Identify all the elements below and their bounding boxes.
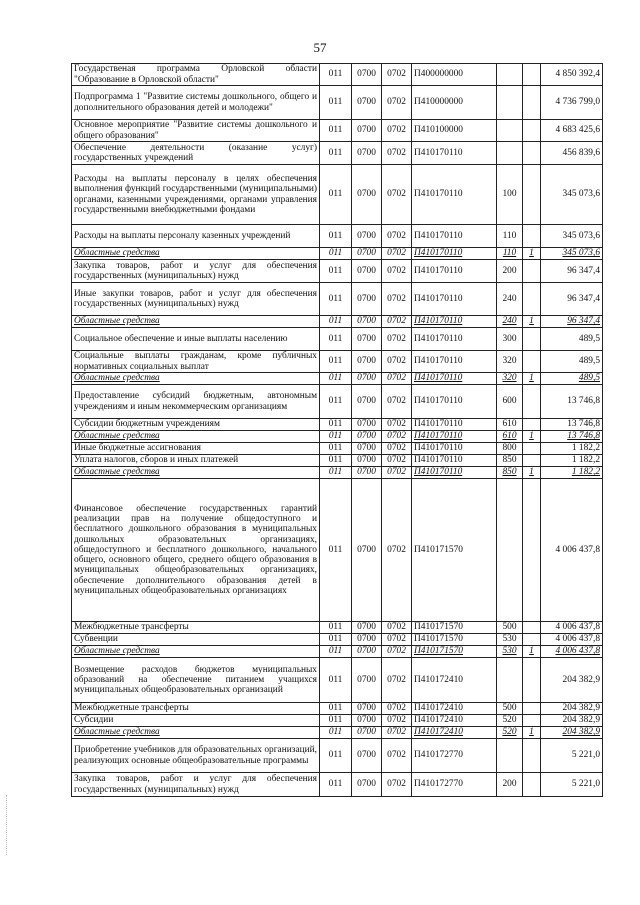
row-name: Межбюджетные трансферты [72,703,320,715]
funding-source-code [523,443,541,455]
amount: 4 736 799,0 [541,86,603,120]
funding-source-code [523,479,541,622]
row-name: Обеспечение деятельности (оказание услуг) государственных учреждений [72,142,320,165]
target-code: П410172410 [412,727,497,739]
admin-code: 011 [320,165,352,225]
table-row [72,715,603,727]
section-code: 0700 [352,419,382,431]
subsection-code: 0702 [382,165,412,225]
admin-code: 011 [320,385,352,419]
expense-type-code: 610 [497,431,523,443]
target-code: П410171570 [412,622,497,634]
regional-funds-row [72,467,603,479]
section-code: 0700 [352,225,382,248]
subsection-code: 0702 [382,328,412,351]
table-row [72,225,603,248]
row-name: Областные средства [72,431,320,443]
admin-code: 011 [320,479,352,622]
section-code: 0700 [352,467,382,479]
section-code: 0700 [352,283,382,316]
subsection-code: 0702 [382,64,412,86]
target-code: П410172770 [412,739,497,773]
target-code: П410171570 [412,634,497,646]
target-code: П410170110 [412,165,497,225]
section-code: 0700 [352,248,382,260]
row-name: Областные средства [72,467,320,479]
expense-type-code [497,142,523,165]
funding-source-code [523,328,541,351]
subsection-code: 0702 [382,316,412,328]
admin-code: 011 [320,646,352,658]
section-code: 0700 [352,328,382,351]
subsection-code: 0702 [382,634,412,646]
admin-code: 011 [320,455,352,467]
target-code: П410170110 [412,419,497,431]
admin-code: 011 [320,316,352,328]
table-row [72,385,603,419]
table-row [72,703,603,715]
funding-source-code: 1 [523,646,541,658]
target-code: П410172410 [412,703,497,715]
regional-funds-row [72,646,603,658]
target-code: П410170110 [412,467,497,479]
amount: 4 006 437,8 [541,479,603,622]
funding-source-code [523,64,541,86]
funding-source-code [523,455,541,467]
subsection-code: 0702 [382,739,412,773]
row-name: Иные закупки товаров, работ и услуг для обеспечения государственных (муниципальных) нужд [72,283,320,316]
target-code: П410170110 [412,260,497,283]
subsection-code: 0702 [382,727,412,739]
amount: 204 382,9 [541,715,603,727]
target-code: П410170110 [412,142,497,165]
funding-source-code [523,385,541,419]
amount: 4 850 392,4 [541,64,603,86]
expense-type-code: 530 [497,634,523,646]
subsection-code: 0702 [382,773,412,797]
funding-source-code [523,703,541,715]
admin-code: 011 [320,703,352,715]
expense-type-code: 600 [497,385,523,419]
section-code: 0700 [352,646,382,658]
admin-code: 011 [320,658,352,703]
expense-type-code: 110 [497,225,523,248]
table-row [72,479,603,622]
table-row [72,165,603,225]
expense-type-code: 110 [497,248,523,260]
funding-source-code [523,260,541,283]
row-name: Основное мероприятие "Развитие системы дошкольного и общего образования" [72,120,320,142]
amount: 4 006 437,8 [541,646,603,658]
funding-source-code [523,165,541,225]
admin-code: 011 [320,64,352,86]
amount: 13 746,8 [541,431,603,443]
expense-type-code: 500 [497,622,523,634]
row-name: Возмещение расходов бюджетов муниципальных образований на обеспечение питанием учащихся муниципальных общеобразовательных организаций [72,658,320,703]
row-name: Расходы на выплаты персоналу в целях обеспечения выполнения функций государственными (муниципальными) органами, казенными учреждениями, органами управления государственными внебюджетными фондами [72,165,320,225]
target-code: П410170110 [412,373,497,385]
table-row [72,622,603,634]
section-code: 0700 [352,479,382,622]
section-code: 0700 [352,64,382,86]
regional-funds-row [72,316,603,328]
section-code: 0700 [352,260,382,283]
admin-code: 011 [320,283,352,316]
subsection-code: 0702 [382,467,412,479]
expense-type-code: 240 [497,316,523,328]
expense-type-code: 850 [497,455,523,467]
admin-code: 011 [320,715,352,727]
amount: 204 382,9 [541,703,603,715]
amount: 1 182,2 [541,455,603,467]
subsection-code: 0702 [382,120,412,142]
row-name: Субсидии [72,715,320,727]
funding-source-code [523,739,541,773]
funding-source-code: 1 [523,373,541,385]
section-code: 0700 [352,658,382,703]
budget-table [71,63,603,797]
target-code: П410171570 [412,479,497,622]
subsection-code: 0702 [382,622,412,634]
section-code: 0700 [352,385,382,419]
funding-source-code: 1 [523,727,541,739]
row-name: Подпрограмма 1 "Развитие системы дошкольного, общего и дополнительного образования детей и молодежи" [72,86,320,120]
regional-funds-row [72,373,603,385]
admin-code: 011 [320,773,352,797]
row-name: Социальные выплаты гражданам, кроме публичных нормативных социальных выплат [72,351,320,373]
row-name: Областные средства [72,373,320,385]
expense-type-code: 320 [497,373,523,385]
section-code: 0700 [352,142,382,165]
amount: 489,5 [541,373,603,385]
row-name: Социальное обеспечение и иные выплаты населению [72,328,320,351]
funding-source-code [523,773,541,797]
target-code: П410170110 [412,225,497,248]
amount: 96 347,4 [541,316,603,328]
target-code: П410172410 [412,658,497,703]
table-row [72,419,603,431]
row-name: Областные средства [72,727,320,739]
admin-code: 011 [320,328,352,351]
section-code: 0700 [352,739,382,773]
admin-code: 011 [320,419,352,431]
scan-edge-mark [6,795,8,855]
amount: 489,5 [541,351,603,373]
expense-type-code [497,658,523,703]
subsection-code: 0702 [382,86,412,120]
funding-source-code [523,351,541,373]
page-number: 57 [313,40,327,55]
amount: 456 839,6 [541,142,603,165]
funding-source-code [523,120,541,142]
row-name: Иные бюджетные ассигнования [72,443,320,455]
target-code: П410172410 [412,715,497,727]
subsection-code: 0702 [382,419,412,431]
subsection-code: 0702 [382,431,412,443]
subsection-code: 0702 [382,373,412,385]
row-name: Расходы на выплаты персоналу казенных учреждений [72,225,320,248]
subsection-code: 0702 [382,703,412,715]
admin-code: 011 [320,622,352,634]
target-code: П410000000 [412,86,497,120]
expense-type-code: 520 [497,727,523,739]
table-row [72,142,603,165]
target-code: П410170110 [412,248,497,260]
admin-code: 011 [320,443,352,455]
table-row [72,120,603,142]
subsection-code: 0702 [382,248,412,260]
target-code: П410170110 [412,431,497,443]
amount: 204 382,9 [541,727,603,739]
target-code: П410170110 [412,385,497,419]
amount: 13 746,8 [541,385,603,419]
funding-source-code [523,86,541,120]
expense-type-code [497,739,523,773]
funding-source-code [523,142,541,165]
amount: 1 182,2 [541,443,603,455]
admin-code: 011 [320,467,352,479]
row-name: Межбюджетные трансферты [72,622,320,634]
subsection-code: 0702 [382,260,412,283]
funding-source-code [523,658,541,703]
subsection-code: 0702 [382,455,412,467]
funding-source-code [523,715,541,727]
target-code: П410172770 [412,773,497,797]
target-code: П410170110 [412,316,497,328]
admin-code: 011 [320,431,352,443]
section-code: 0700 [352,316,382,328]
expense-type-code: 300 [497,328,523,351]
funding-source-code: 1 [523,467,541,479]
section-code: 0700 [352,86,382,120]
section-code: 0700 [352,715,382,727]
row-name: Субсидии бюджетным учреждениям [72,419,320,431]
admin-code: 011 [320,373,352,385]
amount: 96 347,4 [541,260,603,283]
target-code: П410170110 [412,283,497,316]
admin-code: 011 [320,260,352,283]
amount: 345 073,6 [541,248,603,260]
admin-code: 011 [320,634,352,646]
row-name: Финансовое обеспечение государственных гарантий реализации прав на получение общедоступного и бесплатного дошкольного образования в муниципальных дошкольных образовательных организациях, общедоступного и бесплатного дошкольного, начального общего, основного общего, среднего общего образования в муниципальных общеобразовательных организациях, обеспечение дополнительного образования детей в муниципальных общеобразовательных организациях [72,479,320,622]
row-name: Областные средства [72,646,320,658]
expense-type-code: 200 [497,260,523,283]
subsection-code: 0702 [382,225,412,248]
expense-type-code [497,120,523,142]
table-row [72,773,603,797]
expense-type-code: 850 [497,467,523,479]
section-code: 0700 [352,773,382,797]
amount: 96 347,4 [541,283,603,316]
subsection-code: 0702 [382,646,412,658]
subsection-code: 0702 [382,479,412,622]
section-code: 0700 [352,443,382,455]
expense-type-code: 320 [497,351,523,373]
amount: 345 073,6 [541,225,603,248]
funding-source-code [523,419,541,431]
row-name: Субвенции [72,634,320,646]
table-row [72,328,603,351]
funding-source-code: 1 [523,316,541,328]
table-row [72,443,603,455]
subsection-code: 0702 [382,142,412,165]
funding-source-code [523,283,541,316]
row-name: Государственая программа Орловской области "Образование в Орловской области" [72,64,320,86]
row-name: Уплата налогов, сборов и иных платежей [72,455,320,467]
expense-type-code: 240 [497,283,523,316]
funding-source-code [523,634,541,646]
funding-source-code: 1 [523,248,541,260]
row-name: Приобретение учебников для образовательных организаций, реализующих основные общеобразовательные программы [72,739,320,773]
target-code: П410170110 [412,443,497,455]
regional-funds-row [72,431,603,443]
regional-funds-row [72,248,603,260]
section-code: 0700 [352,120,382,142]
expense-type-code: 610 [497,419,523,431]
expense-type-code: 520 [497,715,523,727]
section-code: 0700 [352,373,382,385]
target-code: П410170110 [412,351,497,373]
amount: 5 221,0 [541,773,603,797]
subsection-code: 0702 [382,715,412,727]
table-row [72,283,603,316]
table-row [72,86,603,120]
funding-source-code: 1 [523,431,541,443]
section-code: 0700 [352,455,382,467]
funding-source-code [523,622,541,634]
amount: 13 746,8 [541,419,603,431]
section-code: 0700 [352,351,382,373]
row-name: Областные средства [72,248,320,260]
section-code: 0700 [352,622,382,634]
table-row [72,634,603,646]
target-code: П410100000 [412,120,497,142]
amount: 5 221,0 [541,739,603,773]
amount: 345 073,6 [541,165,603,225]
target-code: П410171570 [412,646,497,658]
expense-type-code: 100 [497,165,523,225]
expense-type-code [497,64,523,86]
admin-code: 011 [320,225,352,248]
section-code: 0700 [352,165,382,225]
admin-code: 011 [320,142,352,165]
section-code: 0700 [352,431,382,443]
budget-table-body [72,64,603,797]
subsection-code: 0702 [382,283,412,316]
subsection-code: 0702 [382,385,412,419]
row-name: Закупка товаров, работ и услуг для обеспечения государственных (муниципальных) нужд [72,260,320,283]
target-code: П410170110 [412,328,497,351]
expense-type-code: 200 [497,773,523,797]
funding-source-code [523,225,541,248]
expense-type-code: 500 [497,703,523,715]
expense-type-code [497,479,523,622]
admin-code: 011 [320,727,352,739]
subsection-code: 0702 [382,658,412,703]
admin-code: 011 [320,739,352,773]
table-row [72,260,603,283]
amount: 489,5 [541,328,603,351]
subsection-code: 0702 [382,443,412,455]
table-row [72,658,603,703]
section-code: 0700 [352,634,382,646]
table-row [72,64,603,86]
admin-code: 011 [320,248,352,260]
target-code: П410170110 [412,455,497,467]
admin-code: 011 [320,351,352,373]
expense-type-code: 530 [497,646,523,658]
expense-type-code: 800 [497,443,523,455]
section-code: 0700 [352,703,382,715]
row-name: Предоставление субсидий бюджетным, автономным учреждениям и иным некоммерческим организациям [72,385,320,419]
row-name: Закупка товаров, работ и услуг для обеспечения государственных (муниципальных) нужд [72,773,320,797]
amount: 1 182,2 [541,467,603,479]
section-code: 0700 [352,727,382,739]
row-name: Областные средства [72,316,320,328]
expense-type-code [497,86,523,120]
subsection-code: 0702 [382,351,412,373]
amount: 4 683 425,6 [541,120,603,142]
regional-funds-row [72,727,603,739]
table-row [72,351,603,373]
amount: 204 382,9 [541,658,603,703]
amount: 4 006 437,8 [541,634,603,646]
table-row [72,455,603,467]
admin-code: 011 [320,86,352,120]
admin-code: 011 [320,120,352,142]
target-code: П400000000 [412,64,497,86]
table-row [72,739,603,773]
amount: 4 006 437,8 [541,622,603,634]
